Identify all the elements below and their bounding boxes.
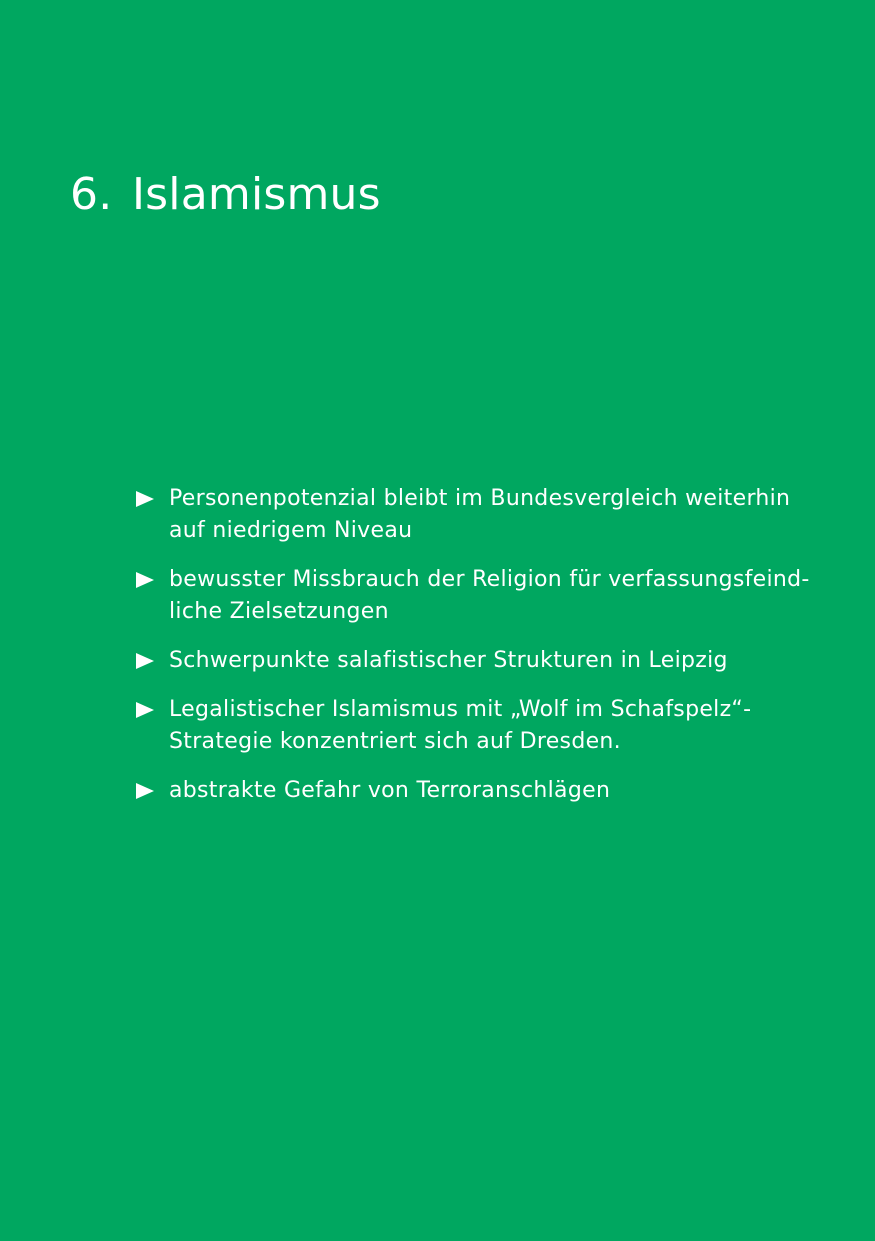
chapter-number: 6. [70,169,113,220]
key-points-list [134,483,814,824]
triangle-bullet-icon [136,653,154,669]
list-item-text: Personenpotenzial bleibt im Bundesvergleich weiterhin auf niedrigem Niveau [169,486,791,543]
list-item-text: bewusster Missbrauch der Religion für verfassungsfeind- liche Zielsetzungen [169,567,810,624]
list-item [134,564,814,628]
triangle-bullet-icon [136,702,154,718]
list-item-text: abstrakte Gefahr von Terroranschlägen [169,778,611,803]
triangle-bullet-icon [136,491,154,507]
list-item [134,483,814,547]
triangle-bullet-icon [136,572,154,588]
list-item-text: Schwerpunkte salafistischer Strukturen in Leipzig [169,648,728,673]
list-item [134,694,814,758]
list-item [134,775,814,807]
list-item [134,645,814,677]
list-item-text: Legalistischer Islamismus mit „Wolf im Schafspelz“- Strategie konzentriert sich auf Dresden. [169,697,752,754]
triangle-bullet-icon [136,783,154,799]
chapter-title [70,168,381,222]
chapter-title-text: Islamismus [132,169,381,220]
